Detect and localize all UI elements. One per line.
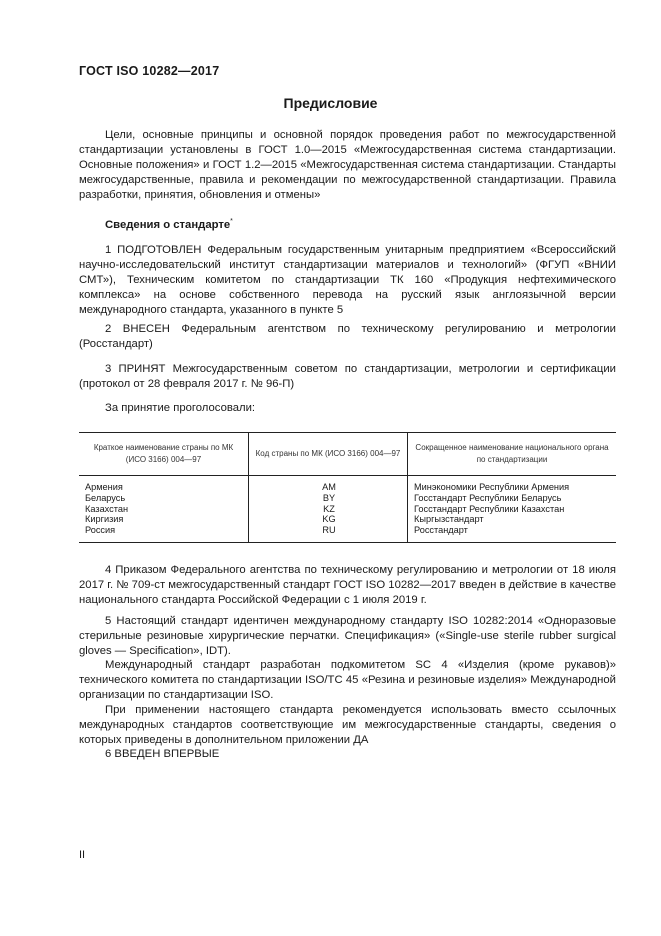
country-code: KG [322,514,336,525]
standards-body: Кыргызстандарт [414,514,484,525]
header-body: Сокращенное наименование национального органа по стандартизации [408,433,617,476]
country-name: Киргизия [85,514,124,525]
body-cell [408,476,617,543]
item-5-note-paragraph: При применении настоящего стандарта рекомендуется использовать вместо ссылочных международных стандартов соответствующие им межгосударственные стандарты, сведения о которых приведены в дополнительном приложении ДА [79,704,616,746]
table-row [79,476,616,543]
item-5-development-paragraph: Международный стандарт разработан подкомитетом SC 4 «Изделия (кроме рукавов)» технического комитета по стандартизации ISO/TC 45 «Резина и резиновые изделия» Международной организации по стандартизации ISO. [79,659,616,701]
intro-paragraph: Цели, основные принципы и основной порядок проведения работ по межгосударственной стандартизации установлены в ГОСТ 1.0—2015 «Межгосударственная система стандартизации. Основные положения» и ГОСТ 1.2—2015 «Межгосударственная система стандартизации. Стандарты межгосударственные, правила и рекомендации по межгосударственной стандартизации. Правила разработки, принятия, обновления и отмены» [79,129,616,201]
section-title [105,218,233,231]
item-3-paragraph: 3 ПРИНЯТ Межгосударственным советом по стандартизации, метрологии и сертификации (протокол от 28 февраля 2017 г. № 96-П) [79,363,616,390]
country-code: RU [322,525,336,536]
country-name: Казахстан [85,503,129,514]
country-code: BY [322,492,336,503]
country-code: KZ [323,503,335,514]
footnote-mark: * [230,218,233,225]
header-code: Код страны по МК (ИСО 3166) 004—97 [249,433,408,476]
document-header: ГОСТ ISO 10282—2017 [79,64,220,78]
section-title-text: Сведения о стандарте [105,218,231,231]
standards-body: Росстандарт [414,525,468,536]
table-header-row [79,433,616,476]
standards-body: Госстандарт Республики Казахстан [414,503,565,514]
item-5-paragraph: 5 Настоящий стандарт идентичен международному стандарту ISO 10282:2014 «Одноразовые стерильные резиновые хирургические перчатки. Спецификация» («Single-use sterile rubber surgical gloves — Specification», IDT). [79,615,616,657]
item-1-paragraph: 1 ПОДГОТОВЛЕН Федеральным государственным унитарным предприятием «Всероссийский научно-исследовательский институт стандартизации материалов и технологий» (ФГУП «ВНИИ СМТ»), Техническим комитетом по стандартизации ТК 160 «Продукция нефтехимического комплекса» на основе собственного перевода на русский язык англоязычной версии международного стандарта, указанного в пункте 5 [79,244,616,316]
country-name: Беларусь [85,492,126,503]
country-name: Россия [85,525,116,536]
item-6-paragraph: 6 ВВЕДЕН ВПЕРВЫЕ [105,748,220,760]
code-cell [249,476,408,543]
country-cell [79,476,249,543]
item-2-paragraph: 2 ВНЕСЕН Федеральным агентством по техническому регулированию и метрологии (Росстандарт) [79,323,616,350]
country-code: AM [322,482,336,492]
voted-label: За принятие проголосовали: [105,402,256,414]
countries-table [79,432,616,543]
standards-body: Госстандарт Республики Беларусь [414,492,562,503]
page-number: II [79,849,86,861]
page-title: Предисловие [283,95,378,111]
country-name: Армения [85,482,123,492]
standards-body: Минэкономики Республики Армения [414,482,570,492]
item-4-paragraph: 4 Приказом Федерального агентства по техническому регулированию и метрологии от 18 июля 2017 г. № 709-ст межгосударственный стандарт ГОСТ ISO 10282—2017 введен в действие в качестве национального стандарта Российской Федерации с 1 июля 2019 г. [79,564,616,606]
header-country: Краткое наименование страны по МК (ИСО 3166) 004—97 [79,433,249,476]
